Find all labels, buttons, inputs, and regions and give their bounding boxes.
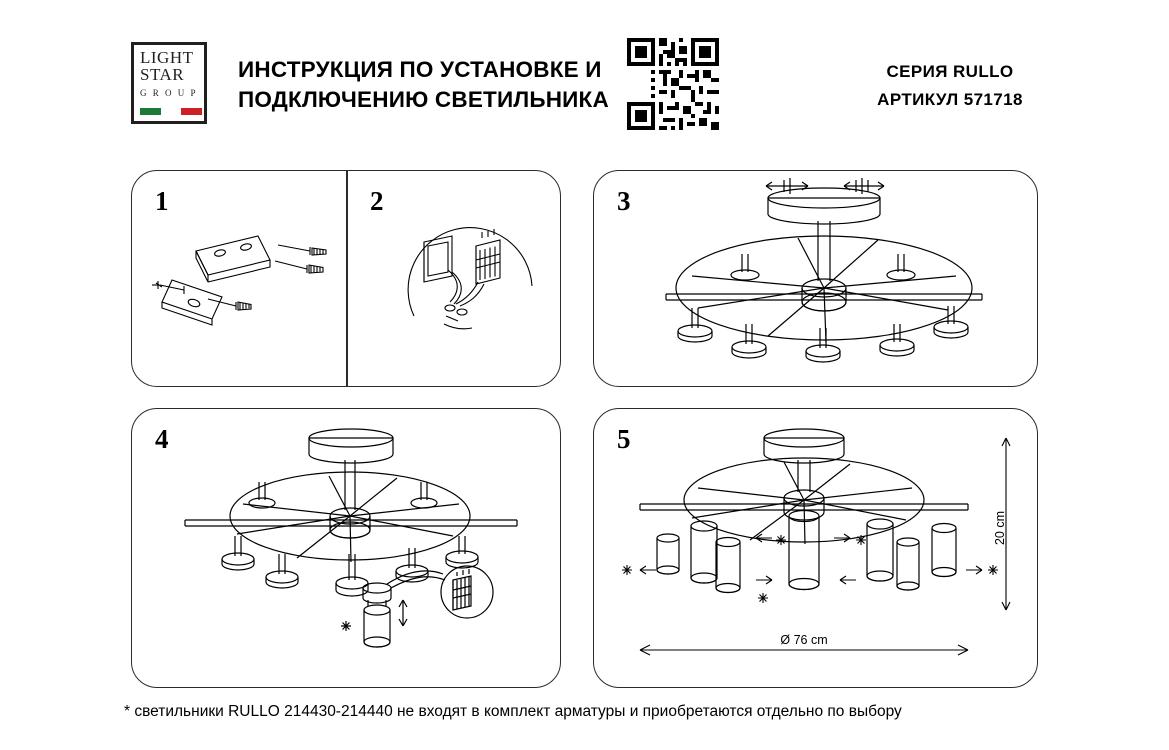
height-dimension-label: 20 cm bbox=[993, 510, 1007, 546]
diameter-dimension-label: Ø 76 cm bbox=[780, 633, 828, 647]
panel-divider bbox=[346, 170, 348, 387]
step-number-3: 3 bbox=[617, 186, 631, 216]
series-label: СЕРИЯ RULLO bbox=[886, 62, 1014, 81]
step-5-illustration bbox=[608, 420, 1028, 680]
step-number-5: 5 bbox=[617, 424, 631, 454]
step-3-illustration bbox=[648, 176, 1018, 376]
lightstar-group-logo bbox=[131, 42, 207, 124]
page-title bbox=[238, 55, 628, 115]
header bbox=[0, 0, 1169, 150]
italian-flag-icon bbox=[140, 108, 202, 115]
logo-line-3: G R O U P bbox=[140, 88, 198, 98]
step-number-1: 1 bbox=[155, 186, 169, 216]
step-1-illustration bbox=[150, 225, 345, 335]
page-title-line-2: ПОДКЛЮЧЕНИЮ СВЕТИЛЬНИКА bbox=[238, 87, 609, 112]
product-info bbox=[760, 58, 1140, 114]
step-number-4: 4 bbox=[155, 424, 169, 454]
logo-line-2: STAR bbox=[140, 65, 185, 84]
logo-wordmark bbox=[140, 49, 198, 102]
step-2-illustration bbox=[400, 220, 550, 350]
article-label: АРТИКУЛ 571718 bbox=[877, 90, 1023, 109]
footnote: * светильники RULLO 214430-214440 не входят в комплект арматуры и приобретаются отдельно по выбору bbox=[124, 703, 902, 720]
step-number-2: 2 bbox=[370, 186, 384, 216]
step-4-illustration bbox=[165, 420, 545, 680]
qr-code-icon bbox=[627, 38, 719, 130]
page-title-line-1: ИНСТРУКЦИЯ ПО УСТАНОВКЕ И bbox=[238, 57, 602, 82]
logo-line-1: LIGHT bbox=[140, 48, 194, 67]
